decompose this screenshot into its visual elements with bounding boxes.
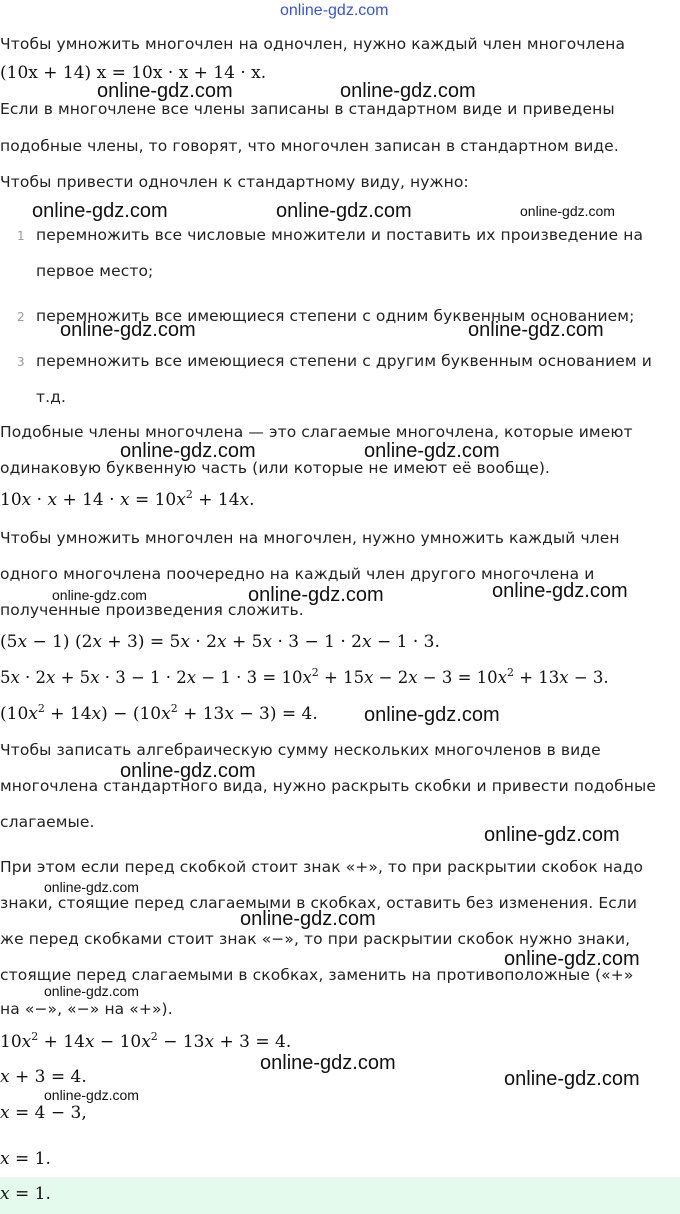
- answer-box: [0, 1177, 680, 1214]
- list-number: 1: [17, 229, 25, 243]
- watermark: online-gdz.com: [52, 587, 147, 603]
- math-line: $5x \cdot 2x + 5x \cdot 3 - 1 \cdot 2x - 1 \cdot 3 = 10x^2 + 15x - 2x - 3 = 10x^2 + 13x - 3$.: [0, 666, 609, 687]
- watermark: online-gdz.com: [484, 824, 620, 846]
- paragraph-text: стоящие перед слагаемыми в скобках, заменить на противоположные («+»: [0, 966, 634, 984]
- list-number: 3: [17, 355, 25, 369]
- paragraph-text: полученные произведения сложить.: [0, 601, 304, 619]
- watermark: online-gdz.com: [120, 440, 256, 462]
- paragraph-text: Подобные члены многочлена — это слагаемые многочлена, которые имеют: [0, 423, 633, 441]
- watermark: online-gdz.com: [340, 80, 476, 102]
- watermark: online-gdz.com: [240, 908, 376, 930]
- watermark: online-gdz.com: [248, 584, 384, 606]
- math-line: x = 4 − 3,: [0, 1103, 87, 1123]
- list-item-text: первое место;: [36, 262, 154, 280]
- paragraph-text: Чтобы умножить многочлен на многочлен, нужно умножить каждый член: [0, 529, 620, 547]
- watermark: online-gdz.com: [520, 203, 615, 219]
- watermark: online-gdz.com: [44, 879, 139, 895]
- watermark: online-gdz.com: [32, 200, 168, 222]
- watermark: online-gdz.com: [492, 580, 628, 602]
- list-item-text: перемножить все имеющиеся степени с другим буквенным основанием и: [36, 352, 652, 370]
- paragraph-text: одинаковую буквенную часть (или которые не имеют её вообще).: [0, 459, 551, 477]
- math-line: $(10x^2 + 14x) - (10x^2 + 13x - 3) = 4$.: [0, 702, 318, 724]
- list-number: 2: [17, 310, 25, 324]
- list-item-text: перемножить все имеющиеся степени с одним буквенным основанием;: [36, 307, 635, 325]
- math-line: $10x \cdot x + 14 \cdot x = 10x^2 + 14x$.: [0, 488, 255, 510]
- math-line: (10x + 14) x = 10x · x + 14 · x.: [0, 63, 267, 83]
- watermark-top: online-gdz.com: [280, 2, 389, 19]
- answer-text: x = 1.: [0, 1184, 51, 1204]
- watermark: online-gdz.com: [120, 760, 256, 782]
- watermark: online-gdz.com: [504, 1068, 640, 1090]
- watermark: online-gdz.com: [468, 319, 604, 341]
- list-item-text: т.д.: [36, 388, 66, 406]
- paragraph-text: слагаемые.: [0, 813, 95, 831]
- watermark: online-gdz.com: [44, 983, 139, 999]
- paragraph-text: Чтобы умножить многочлен на одночлен, нужно каждый член многочлена: [0, 35, 626, 53]
- watermark: online-gdz.com: [504, 948, 640, 970]
- paragraph-text: знаки, стоящие перед слагаемыми в скобках, оставить без изменения. Если: [0, 894, 638, 912]
- paragraph-text: же перед скобками стоит знак «−», то при раскрытии скобок нужно знаки,: [0, 930, 631, 948]
- math-line: x + 3 = 4.: [0, 1067, 87, 1087]
- watermark: online-gdz.com: [60, 319, 196, 341]
- paragraph-text: Если в многочлене все члены записаны в стандартном виде и приведены: [0, 100, 615, 118]
- paragraph-text: При этом если перед скобкой стоит знак «+», то при раскрытии скобок надо: [0, 858, 644, 876]
- watermark: online-gdz.com: [276, 200, 412, 222]
- math-line: (5x − 1) (2x + 3) = 5x · 2x + 5x · 3 − 1 · 2x − 1 · 3.: [0, 632, 440, 652]
- paragraph-text: на «−», «−» на «+»).: [0, 1000, 173, 1018]
- math-line: $10x^2 + 14x - 10x^2 - 13x + 3 = 4$.: [0, 1030, 292, 1052]
- watermark: online-gdz.com: [44, 1087, 139, 1103]
- paragraph-text: Чтобы записать алгебраическую сумму нескольких многочленов в виде: [0, 741, 601, 759]
- watermark: online-gdz.com: [364, 704, 500, 726]
- watermark: online-gdz.com: [364, 440, 500, 462]
- paragraph-text: многочлена стандартного вида, нужно раскрыть скобки и привести подобные: [0, 777, 656, 795]
- paragraph-text: одного многочлена поочередно на каждый член другого многочлена и: [0, 565, 595, 583]
- watermark: online-gdz.com: [260, 1052, 396, 1074]
- paragraph-text: подобные члены, то говорят, что многочлен записан в стандартном виде.: [0, 137, 619, 155]
- paragraph-text: Чтобы привести одночлен к стандартному виду, нужно:: [0, 173, 469, 191]
- math-line: x = 1.: [0, 1149, 51, 1169]
- watermark: online-gdz.com: [97, 80, 233, 102]
- list-item-text: перемножить все числовые множители и поставить их произведение на: [36, 226, 644, 244]
